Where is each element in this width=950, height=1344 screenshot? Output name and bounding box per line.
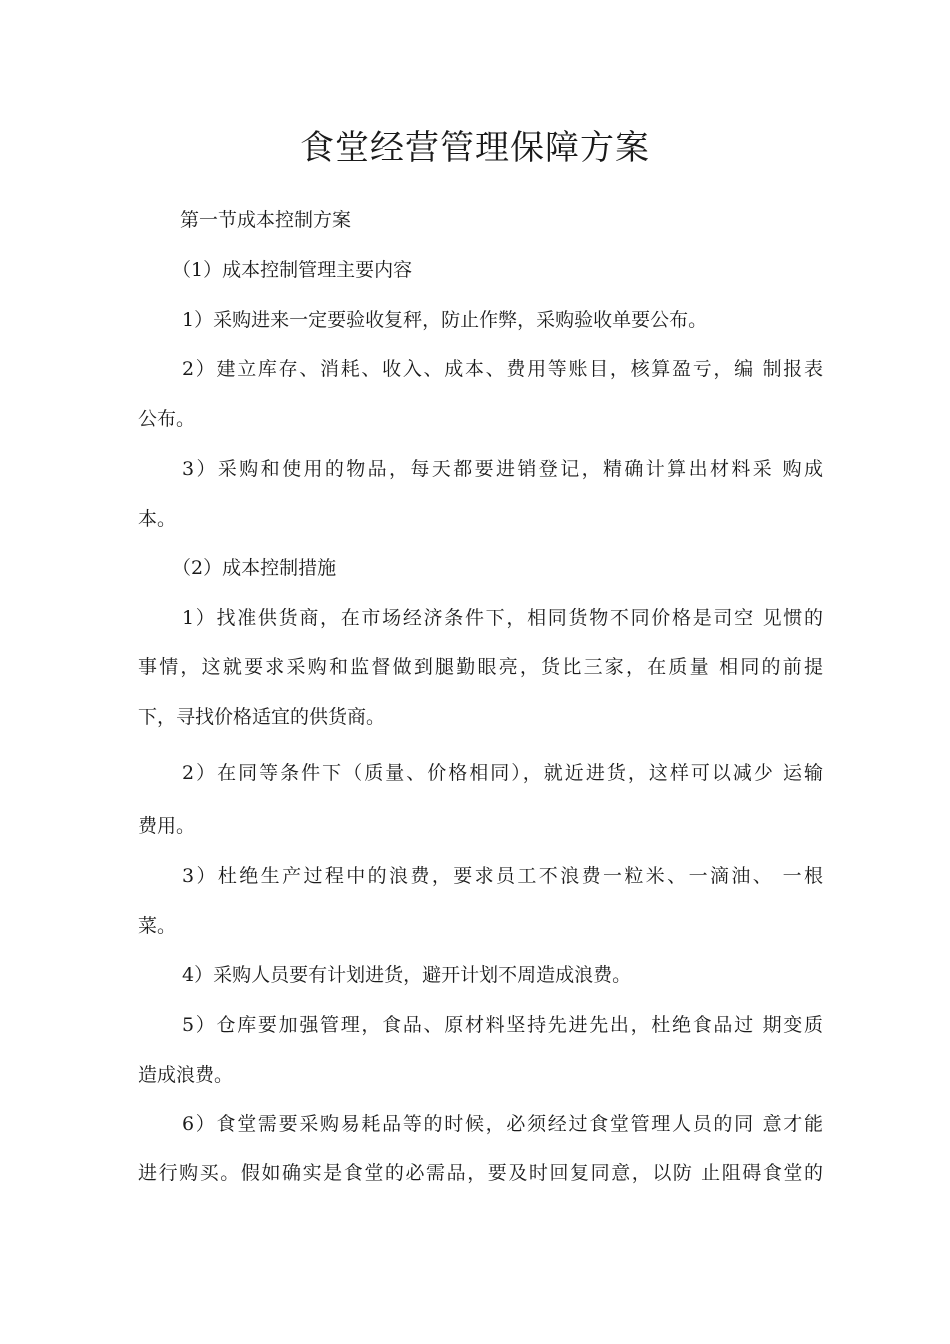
- paragraph-line: 6）食堂需要采购易耗品等的时候，必须经过食堂管理人员的同 意才能: [182, 1113, 823, 1135]
- paragraph-line: 进行购买。假如确实是食堂的必需品，要及时回复同意，以防 止阻碍食堂的: [138, 1162, 823, 1184]
- paragraph-line: 菜。: [138, 915, 177, 937]
- paragraph-line: 3）杜绝生产过程中的浪费，要求员工不浪费一粒米、一滴油、 一根: [182, 865, 823, 887]
- paragraph-line: 下，寻找价格适宜的供货商。: [138, 706, 386, 728]
- paragraph-line: 费用。: [138, 815, 196, 837]
- paragraph-line: 造成浪费。: [138, 1064, 234, 1086]
- document-title: 食堂经营管理保障方案: [300, 128, 650, 168]
- paragraph-line: 4）采购人员要有计划进货，避开计划不周造成浪费。: [182, 964, 632, 986]
- subsection-heading: （2）成本控制措施: [172, 557, 337, 579]
- paragraph-line: 3）采购和使用的物品，每天都要进销登记，精确计算出材料采 购成: [182, 458, 823, 480]
- paragraph-line: 2）建立库存、消耗、收入、成本、费用等账目，核算盈亏，编 制报表: [182, 358, 823, 380]
- paragraph-line: 2）在同等条件下（质量、价格相同），就近进货，这样可以减少 运输: [182, 762, 823, 784]
- section-heading: 第一节成本控制方案: [180, 209, 352, 231]
- paragraph-line: 1）采购进来一定要验收复秤，防止作弊，采购验收单要公布。: [182, 309, 708, 331]
- paragraph-line: 本。: [138, 508, 177, 530]
- paragraph-line: 公布。: [138, 408, 196, 430]
- paragraph-line: 1）找准供货商，在市场经济条件下，相同货物不同价格是司空 见惯的: [182, 607, 823, 629]
- subsection-heading: （1）成本控制管理主要内容: [172, 259, 413, 281]
- paragraph-line: 5）仓库要加强管理，食品、原材料坚持先进先出，杜绝食品过 期变质: [182, 1014, 823, 1036]
- paragraph-line: 事情，这就要求采购和监督做到腿勤眼亮，货比三家，在质量 相同的前提: [138, 656, 823, 678]
